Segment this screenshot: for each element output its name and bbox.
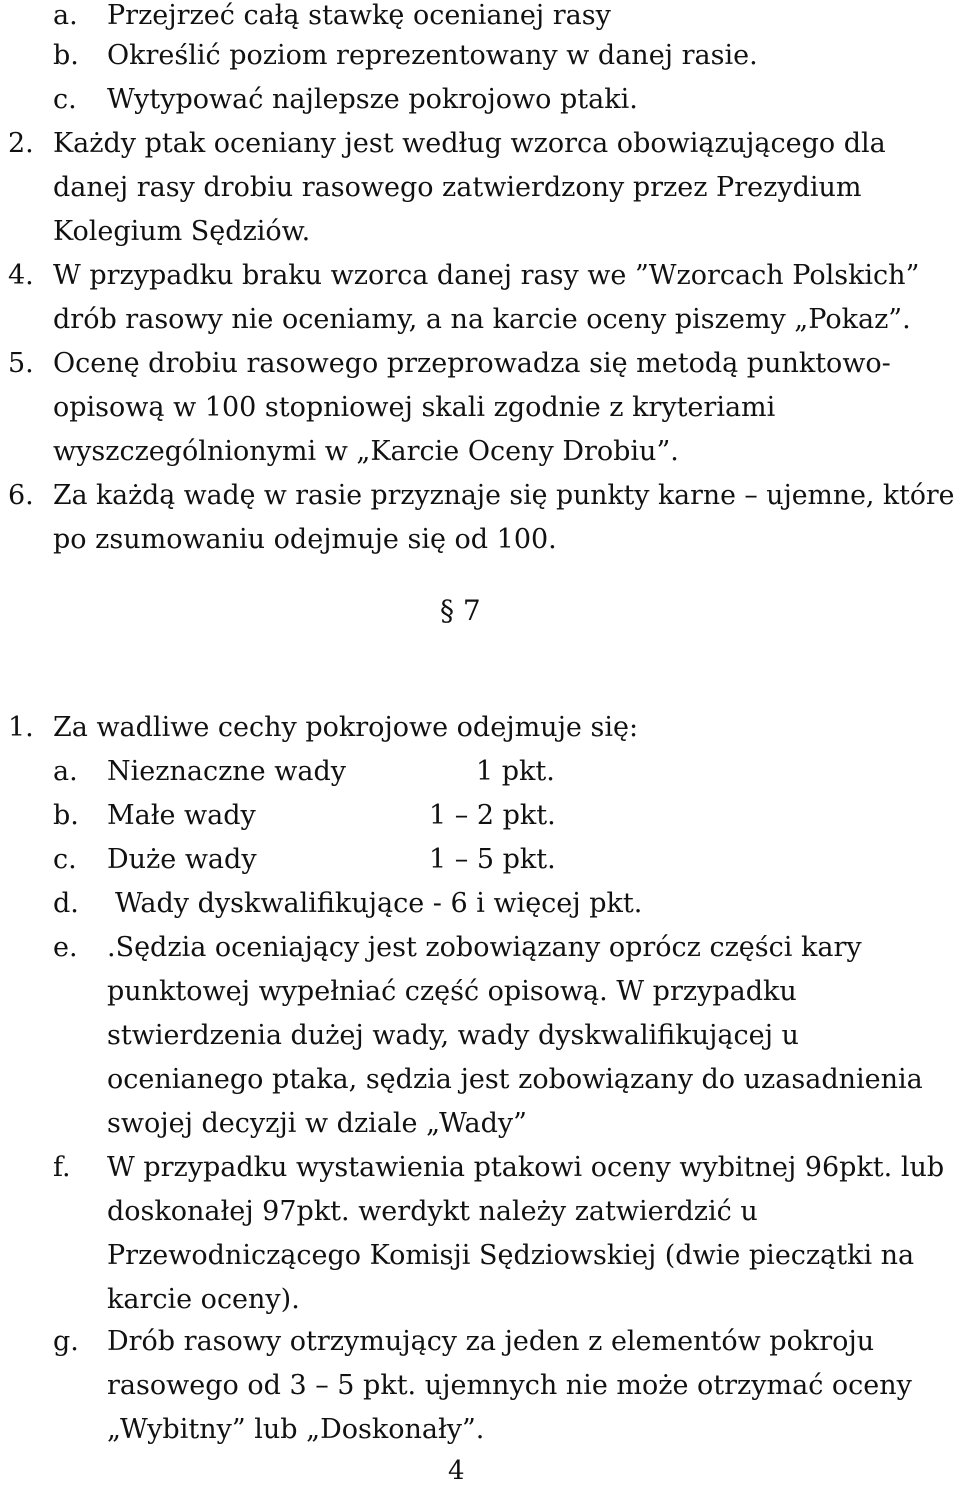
item-e-marker: e. bbox=[53, 932, 78, 963]
item-f-line-4: karcie oceny). bbox=[107, 1284, 300, 1315]
item-5-line-2: opisową w 100 stopniowej skali zgodnie z kryteriami bbox=[53, 392, 776, 423]
penalty-marker-b: b. bbox=[53, 800, 79, 831]
s7-item-1-marker: 1. bbox=[8, 712, 34, 743]
item-e-line-4: ocenianego ptaka, sędzia jest zobowiązany do uzasadnienia bbox=[107, 1064, 923, 1095]
item-4-line-2: drób rasowy nie oceniamy, a na karcie oceny piszemy „Pokaz”. bbox=[53, 304, 911, 335]
item-6-line-1: Za każdą wadę w rasie przyznaje się punkty karne – ujemne, które bbox=[53, 480, 955, 511]
penalty-marker-a: a. bbox=[53, 756, 78, 787]
item-f-line-1: W przypadku wystawienia ptakowi oceny wybitnej 96pkt. lub bbox=[107, 1152, 945, 1183]
item-2-line-3: Kolegium Sędziów. bbox=[53, 216, 311, 247]
item-g-marker: g. bbox=[53, 1326, 79, 1357]
item-g-line-3: „Wybitny” lub „Doskonały”. bbox=[107, 1414, 485, 1445]
item-2-line-2: danej rasy drobiu rasowego zatwierdzony przez Prezydium bbox=[53, 172, 862, 203]
penalty-label-a: Nieznaczne wady bbox=[107, 756, 346, 787]
section-heading: § 7 bbox=[440, 594, 481, 627]
item-e-line-3: stwierdzenia dużej wady, wady dyskwalifikującej u bbox=[107, 1020, 799, 1051]
page-number: 4 bbox=[448, 1456, 465, 1486]
item-5-line-3: wyszczególnionymi w „Karcie Oceny Drobiu”. bbox=[53, 436, 679, 467]
s7-item-1-text: Za wadliwe cechy pokrojowe odejmuje się: bbox=[53, 712, 639, 743]
penalty-points-a: 1 pkt. bbox=[476, 756, 555, 787]
list-marker-a: a. bbox=[53, 0, 78, 31]
list-item-c-text: Wytypować najlepsze pokrojowo ptaki. bbox=[107, 84, 638, 115]
list-marker-b: b. bbox=[53, 40, 79, 71]
item-5-line-1: Ocenę drobiu rasowego przeprowadza się metodą punktowo- bbox=[53, 348, 891, 379]
item-d-marker: d. bbox=[53, 888, 79, 919]
item-f-marker: f. bbox=[53, 1152, 71, 1183]
item-2-line-1: Każdy ptak oceniany jest według wzorca obowiązującego dla bbox=[53, 128, 886, 159]
item-e-line-1: .Sędzia oceniający jest zobowiązany oprócz części kary bbox=[107, 932, 862, 963]
item-5-marker: 5. bbox=[8, 348, 34, 379]
penalty-points-b: 1 – 2 pkt. bbox=[429, 800, 556, 831]
item-6-line-2: po zsumowaniu odejmuje się od 100. bbox=[53, 524, 557, 555]
penalty-label-b: Małe wady bbox=[107, 800, 256, 831]
item-e-line-2: punktowej wypełniać część opisową. W przypadku bbox=[107, 976, 797, 1007]
item-f-line-3: Przewodniczącego Komisji Sędziowskiej (dwie pieczątki na bbox=[107, 1240, 915, 1271]
item-f-line-2: doskonałej 97pkt. werdykt należy zatwierdzić u bbox=[107, 1196, 758, 1227]
penalty-points-c: 1 – 5 pkt. bbox=[429, 844, 556, 875]
item-g-line-1: Drób rasowy otrzymujący za jeden z elementów pokroju bbox=[107, 1326, 875, 1357]
item-2-marker: 2. bbox=[8, 128, 34, 159]
item-4-marker: 4. bbox=[8, 260, 34, 291]
item-e-line-5: swojej decyzji w dziale „Wady” bbox=[107, 1108, 527, 1139]
item-d-text: Wady dyskwalifikujące - 6 i więcej pkt. bbox=[115, 888, 643, 919]
penalty-label-c: Duże wady bbox=[107, 844, 257, 875]
list-item-b-text: Określić poziom reprezentowany w danej rasie. bbox=[107, 40, 758, 71]
penalty-marker-c: c. bbox=[53, 844, 77, 875]
list-marker-c: c. bbox=[53, 84, 77, 115]
item-4-line-1: W przypadku braku wzorca danej rasy we ”Wzorcach Polskich” bbox=[53, 260, 920, 291]
item-6-marker: 6. bbox=[8, 480, 34, 511]
item-g-line-2: rasowego od 3 – 5 pkt. ujemnych nie może otrzymać oceny bbox=[107, 1370, 912, 1401]
list-item-a-text: Przejrzeć całą stawkę ocenianej rasy bbox=[107, 0, 611, 31]
